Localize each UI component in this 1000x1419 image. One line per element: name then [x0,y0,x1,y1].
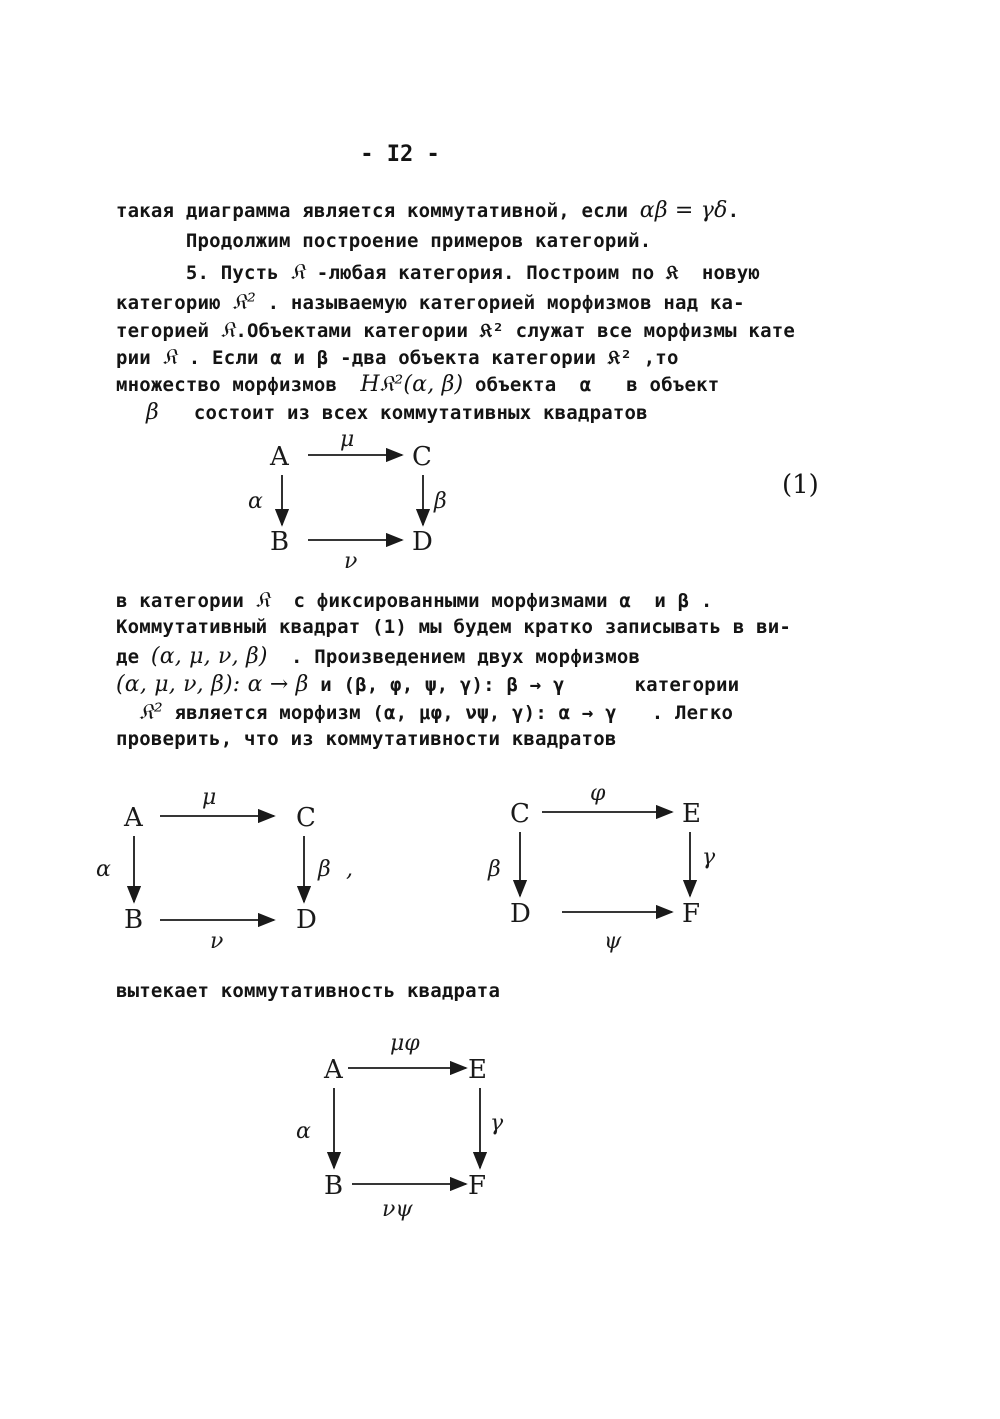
label-alpha: α [96,857,111,882]
text-line-13: 𝔎² является морфизм (α, μφ, νψ, γ): α → γ . Легко [139,700,734,725]
object-b: B [324,1171,344,1201]
text-line-2: Продолжим построение примеров категорий. [116,230,652,252]
text-line-7: множество морфизмов H𝔎²(α, β) объекта α в объект [116,372,720,397]
text-line-1: такая диаграмма является коммутативной, если αβ = γδ. [116,198,740,223]
text-line-6: рии 𝔎 . Если α и β -два объекта категории 𝔎² ,то [116,345,679,370]
label-nu-psi: νψ [382,1197,413,1222]
object-c: C [296,803,316,833]
object-e: E [468,1055,487,1085]
label-beta: β [318,857,331,882]
page-number: - I2 - [360,142,440,167]
text-line-11: де (α, μ, ν, β) . Произведением двух морфизмов [116,644,641,669]
commutative-square-composed [290,1026,520,1222]
object-f: F [682,899,701,929]
text-line-14: проверить, что из коммутативности квадратов [116,728,617,750]
label-alpha: α [296,1119,311,1144]
object-a: A [324,1055,343,1085]
object-d: D [510,899,531,929]
text-line-15: вытекает коммутативность квадрата [116,980,501,1002]
object-c: C [510,799,530,829]
object-f: F [468,1171,487,1201]
text-line-5: тегорией 𝔎.Объектами категории 𝔎² служат все морфизмы кате [116,318,795,343]
label-beta: β [488,857,501,882]
object-a: A [270,442,289,472]
label-nu: ν [210,929,224,954]
trailing-comma: , [346,857,353,882]
label-gamma: γ [702,845,716,870]
label-mu: μ [340,427,355,452]
commutative-square-1 [240,420,460,580]
text-line-12: (α, μ, ν, β): α → β и (β, φ, ψ, γ): β → γ категории [116,672,740,697]
text-line-8: β состоит из всех коммутативных квадратов [146,400,648,425]
label-phi: φ [590,781,606,806]
object-c: C [412,442,432,472]
label-psi: ψ [604,929,622,954]
label-alpha: α [248,489,263,514]
object-b: B [124,905,144,935]
object-e: E [682,799,701,829]
label-beta: β [434,489,447,514]
object-d: D [296,905,317,935]
label-gamma: γ [490,1111,504,1136]
object-d: D [412,527,433,557]
label-nu: ν [344,549,358,574]
text-line-4: категорию 𝔎² . называемую категорией морфизмов над ка- [116,290,745,315]
text-line-3: 5. Пусть 𝔎 -любая категория. Построим по 𝔎 новую [116,260,761,285]
label-mu: μ [202,785,217,810]
commutative-square-3 [480,772,740,952]
text-line-9: в категории 𝔎 с фиксированными морфизмами α и β . [116,588,713,613]
commutative-square-2 [92,780,372,954]
label-mu-phi: μφ [390,1031,420,1056]
text-line-10: Коммутативный квадрат (1) мы будем кратко записывать в ви- [116,616,792,638]
equation-number: (1) [782,470,819,500]
object-b: B [270,527,290,557]
object-a: A [124,803,143,833]
